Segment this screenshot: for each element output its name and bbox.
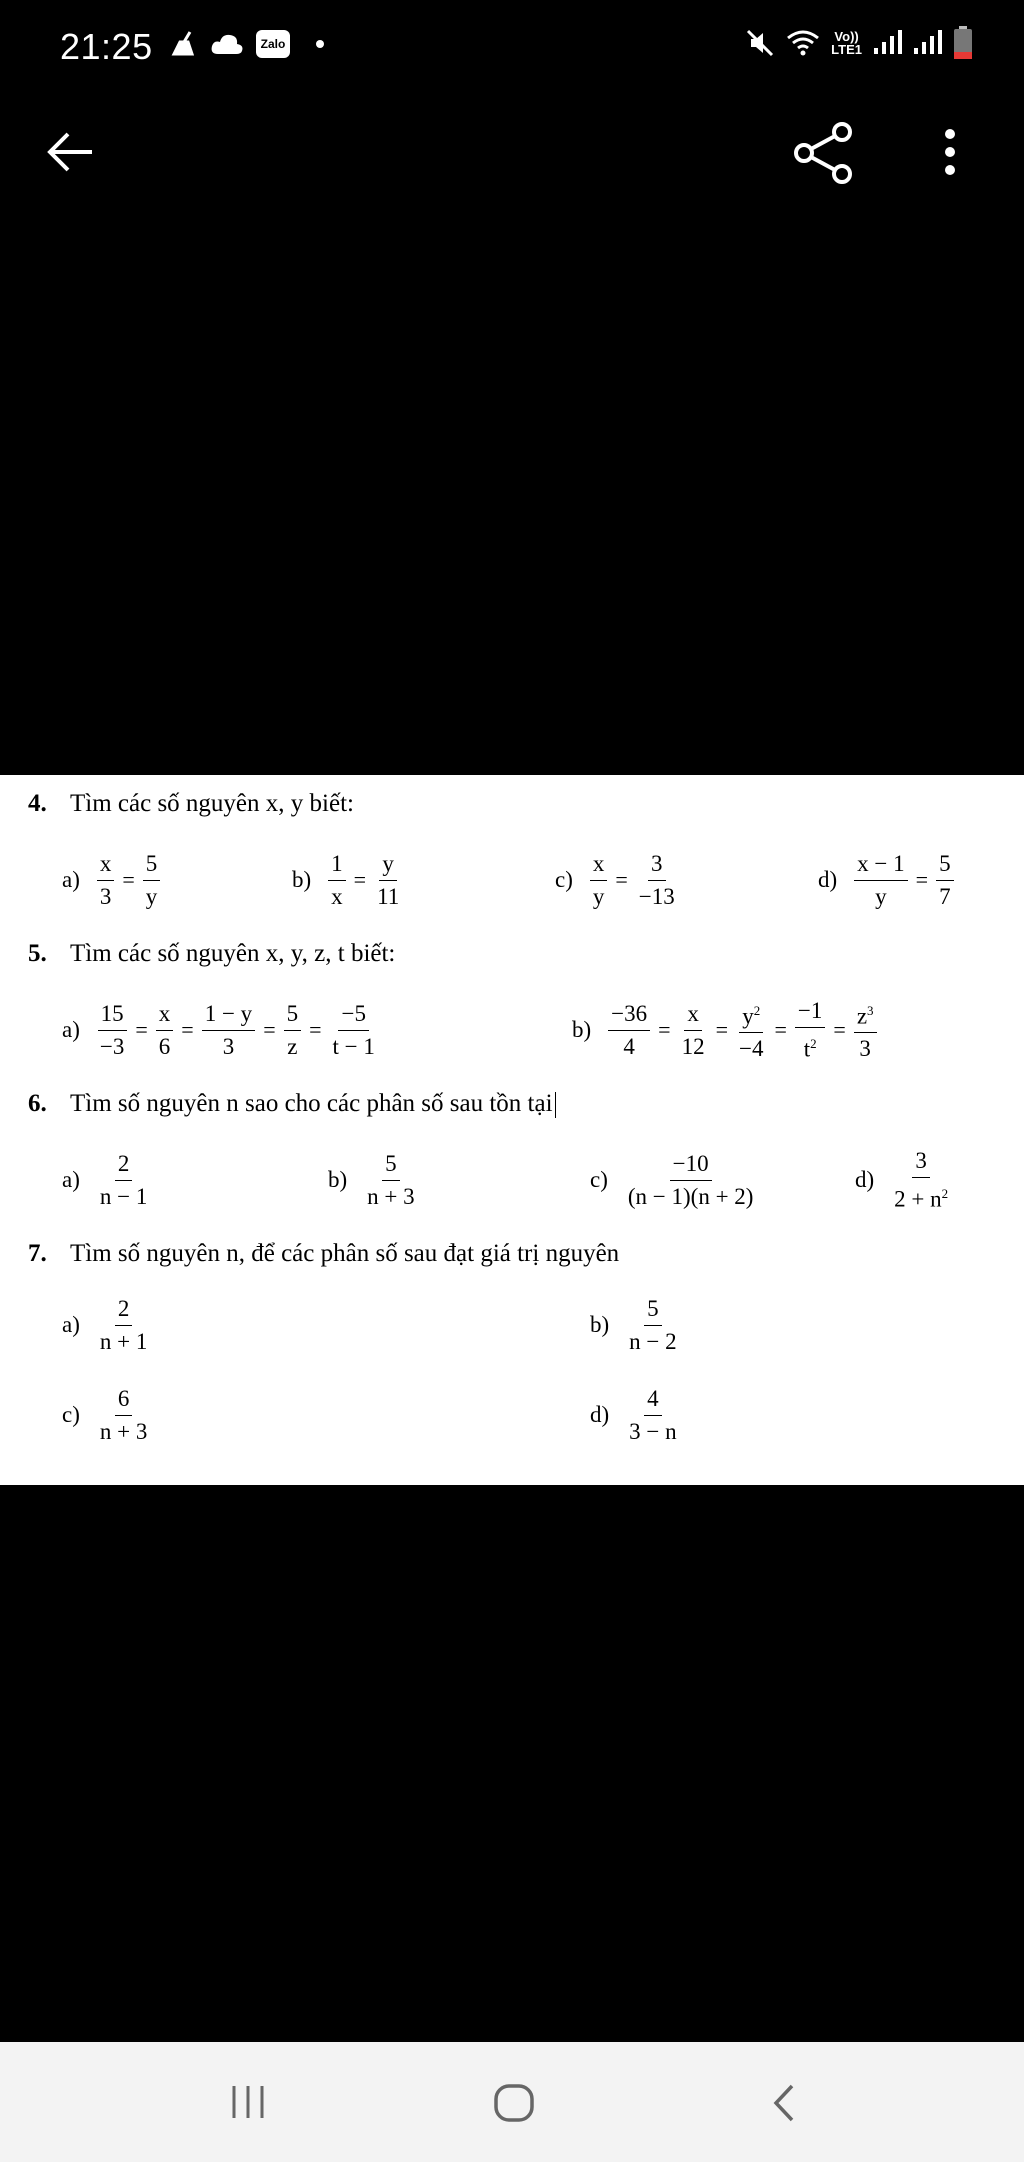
question-4-parts xyxy=(0,840,1024,920)
question-7-parts-row-1 xyxy=(0,1285,1024,1365)
q7-part-c: c) $\frac{6}{n + 3}$ xyxy=(62,1385,148,1444)
status-bar xyxy=(0,0,1024,100)
navigation-bar xyxy=(0,2042,1024,2162)
home-icon[interactable] xyxy=(492,2082,536,2124)
q6-part-a: a) $\frac{2}{n - 1}$ xyxy=(62,1150,148,1209)
q5-part-a: a) $\frac{15}{-3}$ = $\frac{x}{6}$ = $\frac{1 - y}{3}$ = $\frac{5}{z}$ = $\frac{-5}{t - 1}$ xyxy=(62,1000,375,1059)
notification-icons xyxy=(170,30,324,58)
q4-part-c: c) $\frac{x}{y}$ = $\frac{3}{-13}$ xyxy=(555,850,675,909)
signal-2-icon xyxy=(912,30,942,56)
battery-low-icon xyxy=(952,26,974,60)
arrow-left-icon[interactable] xyxy=(40,122,100,182)
wifi-icon xyxy=(785,28,821,58)
more-vert-icon[interactable] xyxy=(935,128,965,178)
status-time: 21:25 xyxy=(60,26,153,67)
more-notifications-dot-icon xyxy=(316,40,324,48)
question-6-parts xyxy=(0,1140,1024,1220)
q4-part-b: b) $\frac{1}{x}$ = $\frac{y}{11}$ xyxy=(292,850,400,909)
zalo-icon: Zalo xyxy=(256,30,290,58)
q7-part-d: d) $\frac{4}{3 - n}$ xyxy=(590,1385,677,1444)
mute-icon xyxy=(745,28,775,58)
text-cursor xyxy=(555,1092,557,1118)
question-5-parts xyxy=(0,990,1024,1070)
app-toolbar xyxy=(0,100,1024,210)
cloud-icon xyxy=(210,32,244,56)
q7-part-a: a) $\frac{2}{n + 1}$ xyxy=(62,1295,148,1354)
cleaner-icon xyxy=(170,30,198,58)
q6-part-d: d) $\frac{3}{2 + n^2}$ xyxy=(855,1147,949,1212)
question-7: 7. Tìm số nguyên n, để các phân số sau đạt giá trị nguyên xyxy=(28,1240,620,1267)
signal-1-icon xyxy=(872,30,902,56)
q5-part-b: b) $\frac{-36}{4}$ = $\frac{x}{12}$ = $\frac{y^2}{-4}$ = $\frac{-1}{t^2}$ = $\frac{z^3}{3}$ xyxy=(572,990,880,1070)
question-4: 4. Tìm các số nguyên x, y biết: xyxy=(28,790,354,817)
document-image[interactable] xyxy=(0,775,1024,1485)
back-icon[interactable] xyxy=(768,2082,798,2124)
q6-part-b: b) $\frac{5}{n + 3}$ xyxy=(328,1150,415,1209)
recent-apps-icon[interactable] xyxy=(228,2082,268,2122)
system-icons xyxy=(745,26,974,60)
question-7-parts-row-2 xyxy=(0,1375,1024,1455)
volte-icon: Vo)) LTE1 xyxy=(831,29,862,57)
share-icon[interactable] xyxy=(790,118,860,188)
q7-part-b: b) $\frac{5}{n - 2}$ xyxy=(590,1295,677,1354)
q6-part-c: c) $\frac{-10}{(n - 1)(n + 2)}$ xyxy=(590,1150,754,1209)
question-6: 6. Tìm số nguyên n sao cho các phân số sau tồn tại xyxy=(28,1090,556,1118)
q4-part-d: d) $\frac{x - 1}{y}$ = $\frac{5}{7}$ xyxy=(818,840,957,920)
q4-part-a: a) $\frac{x}{3}$ = $\frac{5}{y}$ xyxy=(62,840,163,920)
question-5: 5. Tìm các số nguyên x, y, z, t biết: xyxy=(28,940,396,967)
